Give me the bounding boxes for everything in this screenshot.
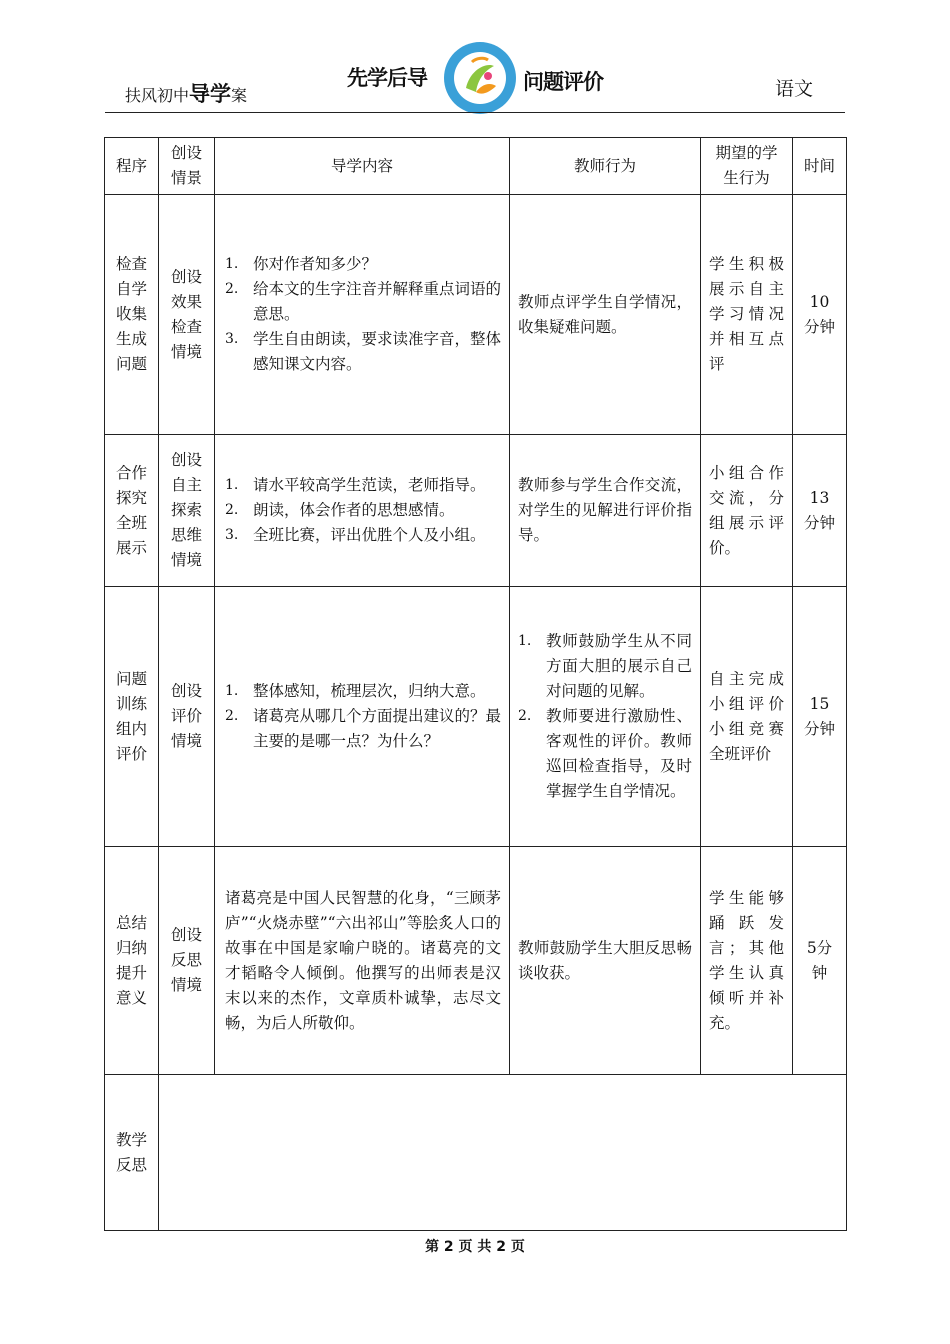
list-item: 1. 请水平较高学生范读，老师指导。 [225,476,486,494]
reflection-cell [159,1075,847,1231]
step-cell: 总结归纳提升意义 [105,847,159,1075]
list-item: 2. 给本文的生字注音并解释重点词语的意思。 [225,280,502,323]
time-cell: 13分钟 [793,435,847,587]
header-time: 时间 [793,138,847,195]
table-header-row [105,138,847,195]
header-content: 导学内容 [215,138,510,195]
list-item: 2. 教师要进行激励性、客观性的评价。教师巡回检查指导，及时掌握学生自学情况。 [518,707,692,800]
table-row [105,847,847,1075]
table-row [105,587,847,847]
header-scene: 创设情景 [159,138,215,195]
header-teacher: 教师行为 [510,138,701,195]
time-cell: 10分钟 [793,195,847,435]
header-step: 程序 [105,138,159,195]
teacher-cell: 教师参与学生合作交流，对学生的见解进行评价指导。 [510,435,701,587]
slogan-left: 先学后导 [347,66,427,90]
student-cell: 自主完成小组评价小组竞赛全班评价 [701,587,793,847]
scene-cell: 创设效果检查情境 [159,195,215,435]
page-footer: 第 2 页 共 2 页 [425,1239,525,1255]
reflection-label: 教学反思 [105,1075,159,1231]
school-name: 扶风初中导学案 [125,82,248,106]
step-cell: 检查自学收集生成问题 [105,195,159,435]
list-item: 3. 全班比赛，评出优胜个人及小组。 [225,526,486,544]
time-cell: 5分钟 [793,847,847,1075]
teacher-cell: 教师鼓励学生大胆反思畅谈收获。 [510,847,701,1075]
subject-label: 语文 [775,78,814,100]
header-divider [105,112,845,113]
list-item: 2. 诸葛亮从哪几个方面提出建议的？最主要的是哪一点？为什么？ [225,707,502,750]
school-logo-icon [442,40,518,116]
list-item: 1. 教师鼓励学生从不同方面大胆的展示自己对问题的见解。 [518,632,692,700]
scene-cell: 创设评价情境 [159,587,215,847]
scene-cell: 创设反思情境 [159,847,215,1075]
table-row [105,435,847,587]
content-cell [215,587,510,847]
list-item: 2. 朗读，体会作者的思想感情。 [225,501,455,519]
teacher-cell [510,587,701,847]
scene-cell: 创设自主探索思维情境 [159,435,215,587]
time-cell: 15分钟 [793,587,847,847]
teacher-cell: 教师点评学生自学情况，收集疑难问题。 [510,195,701,435]
student-cell: 小组合作交流，分组展示评价。 [701,435,793,587]
step-cell: 问题训练组内评价 [105,587,159,847]
step-cell: 合作探究全班展示 [105,435,159,587]
header-student: 期望的学生行为 [701,138,793,195]
student-cell: 学生积极展示自主学习情况并相互点评 [701,195,793,435]
content-cell [215,435,510,587]
lesson-plan-table [104,137,847,1231]
content-cell: 诸葛亮是中国人民智慧的化身，“三顾茅庐”“火烧赤壁”“六出祁山”等脍炙人口的故事在中国是家喻户晓的。诸葛亮的文才韬略令人倾倒。他撰写的出师表是汉末以来的杰作，文章质朴诚挚，志尽文畅，为后人所敬仰。 [215,847,510,1075]
list-item: 1. 你对作者知多少？ [225,255,378,273]
slogan-right: 问题评价 [523,70,603,94]
content-cell [215,195,510,435]
student-cell: 学生能够踊跃发言；其他学生认真倾听并补充。 [701,847,793,1075]
table-row [105,195,847,435]
list-item: 1. 整体感知，梳理层次，归纳大意。 [225,682,486,700]
reflection-row [105,1075,847,1231]
page-header [105,40,845,114]
list-item: 3. 学生自由朗读，要求读准字音，整体感知课文内容。 [225,330,502,373]
